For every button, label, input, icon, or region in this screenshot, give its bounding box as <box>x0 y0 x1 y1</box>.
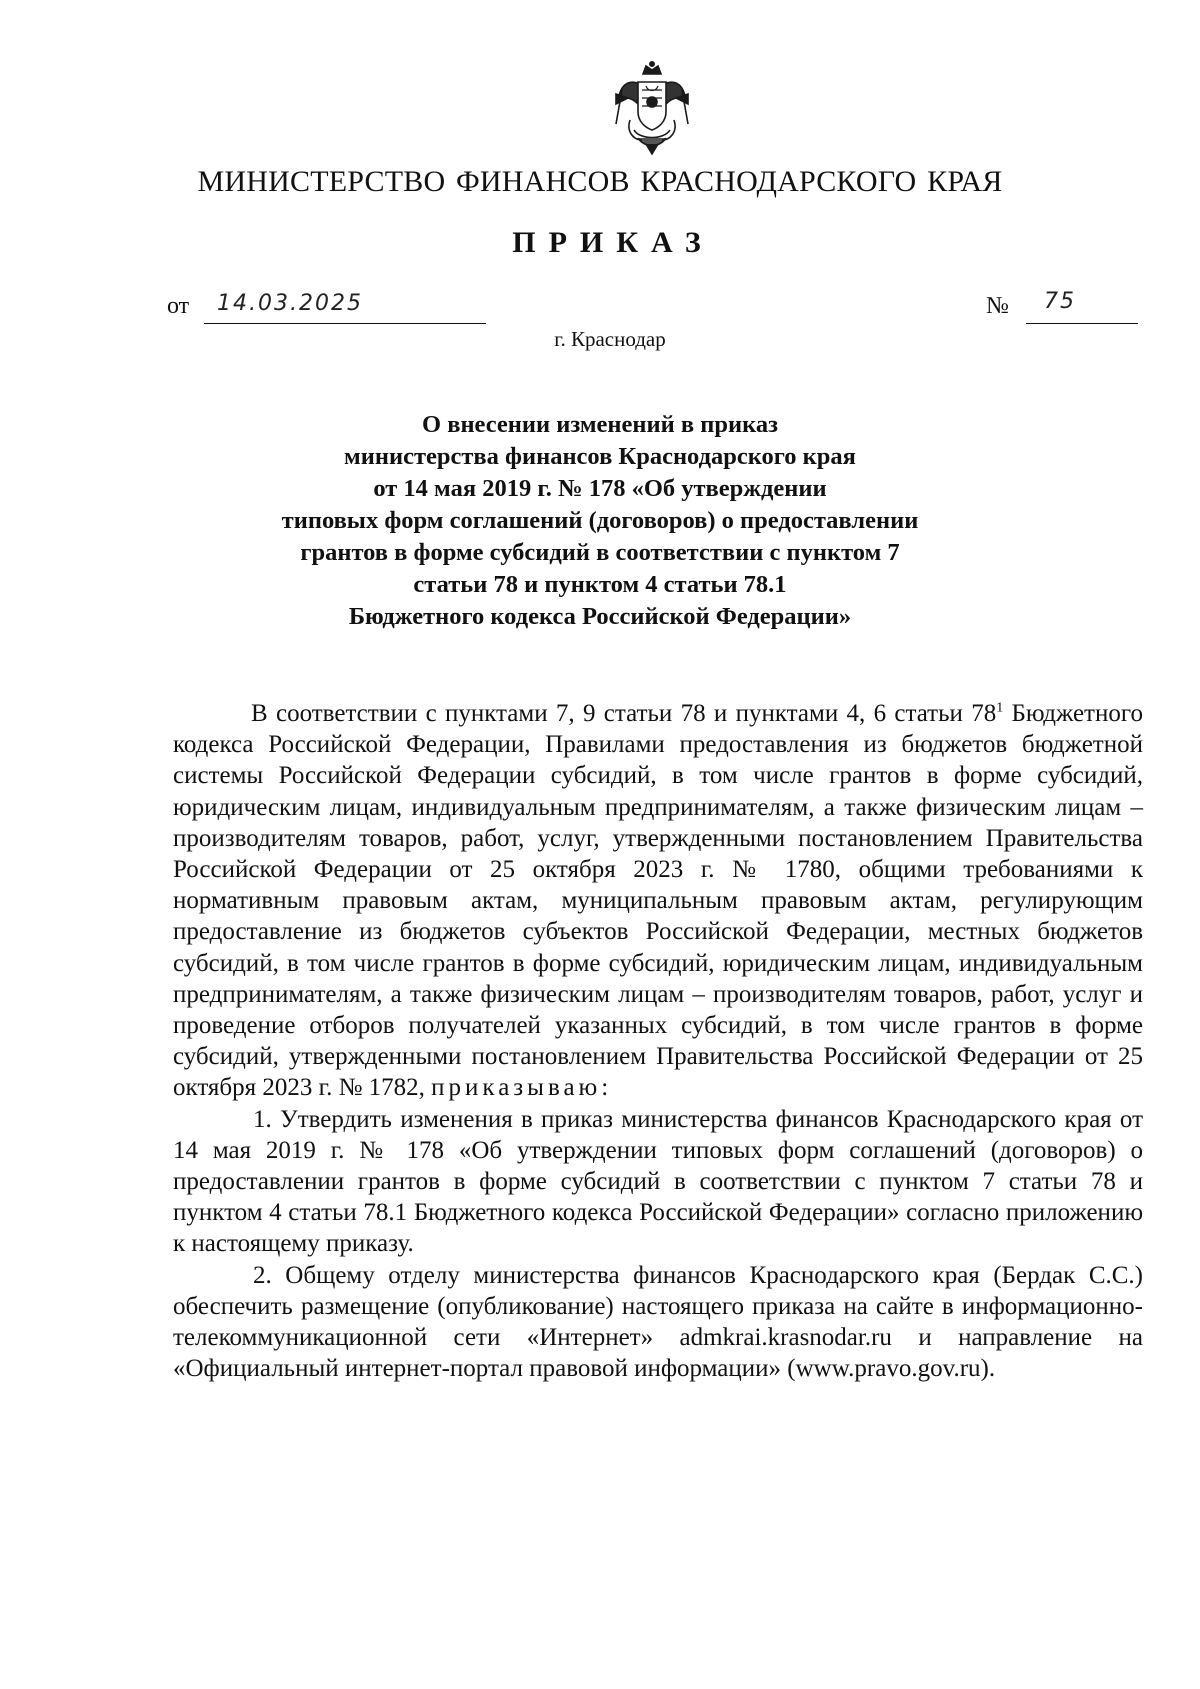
ministry-name: МИНИСТЕРСТВО ФИНАНСОВ КРАСНОДАРСКОГО КРАЯ <box>197 165 1003 198</box>
document-body <box>173 698 1143 1384</box>
date-field <box>167 291 363 320</box>
handwritten-date: 14.03.2025 <box>217 291 363 316</box>
item-2-paragraph: 2. Общему отделу министерства финансов Краснодарского края (Бердак С.С.) обеспечить размещение (опубликование) настоящего приказа на сайте в информационно-телекоммуникационной сети «Интернет» admkrai.krasnodar.ru и направление на «Официальный интернет-портал правовой информации» (www.pravo.gov.ru). <box>173 1261 1143 1383</box>
document-title <box>200 409 1000 633</box>
number-field <box>986 289 1076 320</box>
preamble-rest: Бюджетного кодекса Российской Федерации, Правилами предоставления из бюджетов бюджетной системы Российской Федерации субсидий, в том числе грантов в форме субсидий, юридическим лицам, индивидуальным предпринимателям, а также физическим лицам – производителям товаров, работ, услуг, утвержденными постановлением Правительства Российской Федерации от 25 октября 2023 г. № 1780, общими требованиями к нормативным правовым актам, муниципальным правовым актам, регулирующим предоставление из бюджетов субъектов Российской Федерации, местных бюджетов субсидий, в том числе грантов в форме субсидий, юридическим лицам, индивидуальным предпринимателям, а также физическим лицам – производителям товаров, работ, услуг и проведение отборов получателей указанных субсидий, в том числе грантов в форме субсидий, утвержденными постановлением Правительства Российской Федерации от 25 октября 2023 г. № 1782, <box>173 700 1143 1102</box>
item-1-paragraph: 1. Утвердить изменения в приказ министерства финансов Краснодарского края от 14 мая 2019 г. № 178 «Об утверждении типовых форм соглашений (договоров) о предоставлении грантов в форме субсидий в соответствии с пунктом 7 статьи 78 и пунктом 4 статьи 78.1 Бюджетного кодекса Российской Федерации» согласно приложению к настоящему приказу. <box>173 1105 1143 1258</box>
superscript: 1 <box>996 700 1004 716</box>
title-line: Бюджетного кодекса Российской Федерации» <box>348 603 852 630</box>
title-line: министерства финансов Краснодарского края <box>344 443 856 470</box>
title-line: статьи 78 и пунктом 4 статьи 78.1 <box>413 571 787 598</box>
title-line: О внесении изменений в приказ <box>422 411 778 438</box>
order-word: приказываю: <box>431 1074 613 1102</box>
date-underline <box>204 323 486 324</box>
number-underline <box>1026 323 1138 324</box>
date-prefix: от <box>167 293 190 319</box>
preamble-paragraph <box>173 698 1143 1104</box>
title-line: типовых форм соглашений (договоров) о предоставлении <box>281 507 919 534</box>
number-prefix: № <box>986 293 1009 319</box>
city-name: г. Краснодар <box>554 327 666 351</box>
document-type: ПРИКАЗ <box>512 226 714 259</box>
title-line: грантов в форме субсидий в соответствии с пунктом 7 <box>300 539 900 566</box>
coat-of-arms-icon <box>612 60 692 156</box>
title-line: от 14 мая 2019 г. № 178 «Об утверждении <box>373 475 827 502</box>
handwritten-number: 75 <box>1044 289 1076 314</box>
preamble-start: В соответствии с пунктами 7, 9 статьи 78 и пунктами 4, 6 статьи 78 <box>251 700 997 727</box>
